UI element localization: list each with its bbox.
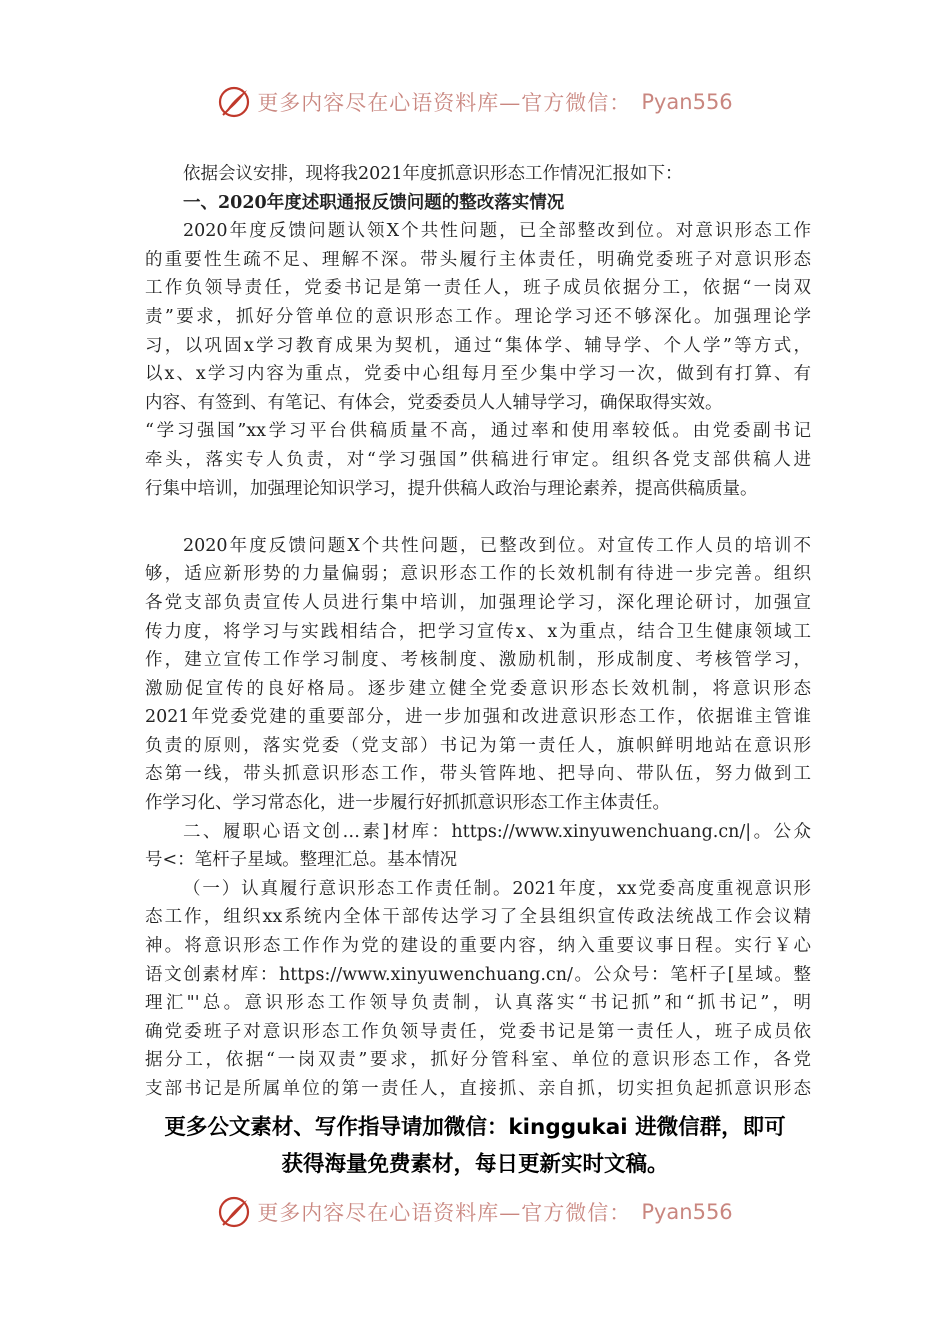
- promo-line-1: 更多公文素材、写作指导请加微信：kinggukai 进微信群，即可: [164, 1115, 786, 1140]
- text-line: 工作负领导责任，党委书记是第一责任人，班子成员依据分工，依据“一岗双: [145, 278, 811, 299]
- paragraph-gap: [145, 503, 811, 532]
- header-banner-id: Pyan556: [641, 90, 733, 114]
- text-line: 理汇"'总。意识形态工作领导负责制，认真落实“书记抓”和“抓书记”，明: [145, 993, 811, 1014]
- promo-line-2: 获得海量免费素材，每日更新实时文稿。: [281, 1152, 669, 1177]
- text-line: 语文创素材库：https://www.xinyuwenchuang.cn/。公众号：笔杆子[星域。整: [145, 964, 811, 985]
- text-line: （一）认真履行意识形态工作责任制。2021年度，xx党委高度重视意识形: [183, 878, 811, 899]
- text-line: 作学习化、学习常态化，进一步履行好抓抓意识形态工作主体责任。: [145, 793, 670, 814]
- text-line: 态工作，组织xx系统内全体干部传达学习了全县组织宣传政法统战工作会议精: [145, 907, 811, 928]
- text-line: 作，建立宣传工作学习制度、考核制度、激励机制，形成制度、考核管学习，: [145, 650, 811, 671]
- section-heading: 一、2020年度述职通报反馈问题的整改落实情况: [183, 192, 565, 213]
- text-line: 的重要性生疏不足、理解不深。带头履行主体责任，明确党委班子对意识形态: [145, 249, 811, 270]
- text-line: 激励促宣传的良好格局。逐步建立健全党委意识形态长效机制，将意识形态: [145, 678, 811, 699]
- header-banner-text: 更多内容尽在心语资料库—官方微信：: [257, 91, 632, 115]
- footer-banner-text: 更多内容尽在心语资料库—官方微信：: [257, 1201, 632, 1225]
- text-line: 二、履职心语文创…素]材库：https://www.xinyuwenchuang.cn/|。公众: [183, 821, 811, 842]
- quill-logo-icon: [217, 85, 251, 119]
- text-line: 号<：笔杆子星域。整理汇总。基本情况: [145, 850, 458, 871]
- header-banner: [0, 82, 950, 122]
- text-line: 责”要求，抓好分管单位的意识形态工作。理论学习还不够深化。加强理论学: [145, 306, 811, 327]
- text-line: 传力度，将学习与实践相结合，把学习宣传x、x为重点，结合卫生健康领域工: [145, 621, 811, 642]
- text-line: 够，适应新形势的力量偏弱；意识形态工作的长效机制有待进一步完善。组织: [145, 564, 811, 585]
- text-line: 以x、x学习内容为重点，党委中心组每月至少集中学习一次，做到有打算、有: [145, 364, 811, 385]
- text-line: 据分工，依据“一岗双责”要求，抓好分管科室、单位的意识形态工作，各党: [145, 1050, 811, 1071]
- footer-banner: [0, 1192, 950, 1232]
- text-line: “学习强国”xx学习平台供稿质量不高，通过率和使用率较低。由党委副书记: [145, 421, 811, 442]
- text-line: 内容、有签到、有笔记、有体会，党委委员人人辅导学习，确保取得实效。: [145, 392, 723, 413]
- document-body: [145, 160, 811, 1104]
- text-line: 2021年党委党建的重要部分，进一步加强和改进意识形态工作，依据谁主管谁: [145, 707, 811, 728]
- text-line: 2020年度反馈问题认领X个共性问题，已全部整改到位。对意识形态工作: [183, 221, 811, 242]
- footer-banner-id: Pyan556: [641, 1200, 733, 1224]
- text-line: 依据会议安排，现将我2021年度抓意识形态工作情况汇报如下：: [183, 164, 683, 184]
- text-line: 负责的原则，落实党委（党支部）书记为第一责任人，旗帜鲜明地站在意识形: [145, 735, 811, 756]
- quill-logo-icon: [217, 1195, 251, 1229]
- text-line: 支部书记是所属单位的第一责任人，直接抓、亲自抓，切实担负起抓意识形态: [145, 1079, 811, 1099]
- text-line: 神。将意识形态工作作为党的建设的重要内容，纳入重要议事日程。实行￥心: [145, 936, 811, 957]
- text-line: 确党委班子对意识形态工作负领导责任，党委书记是第一责任人，班子成员依: [145, 1021, 811, 1042]
- text-line: 态第一线，带头抓意识形态工作，带头管阵地、把导向、带队伍，努力做到工: [145, 764, 811, 785]
- text-line: 2020年度反馈问题X个共性问题，已整改到位。对宣传工作人员的培训不: [183, 535, 811, 556]
- text-line: 习，以巩固x学习教育成果为契机，通过“集体学、辅导学、个人学”等方式，: [145, 335, 811, 356]
- text-line: 行集中培训，加强理论知识学习，提升供稿人政治与理论素养，提高供稿质量。: [145, 478, 758, 499]
- text-line: 牵头，落实专人负责，对“学习强国”供稿进行审定。组织各党支部供稿人进: [145, 449, 811, 470]
- text-line: 各党支部负责宣传人员进行集中培训，加强理论学习，深化理论研讨，加强宣: [145, 592, 811, 613]
